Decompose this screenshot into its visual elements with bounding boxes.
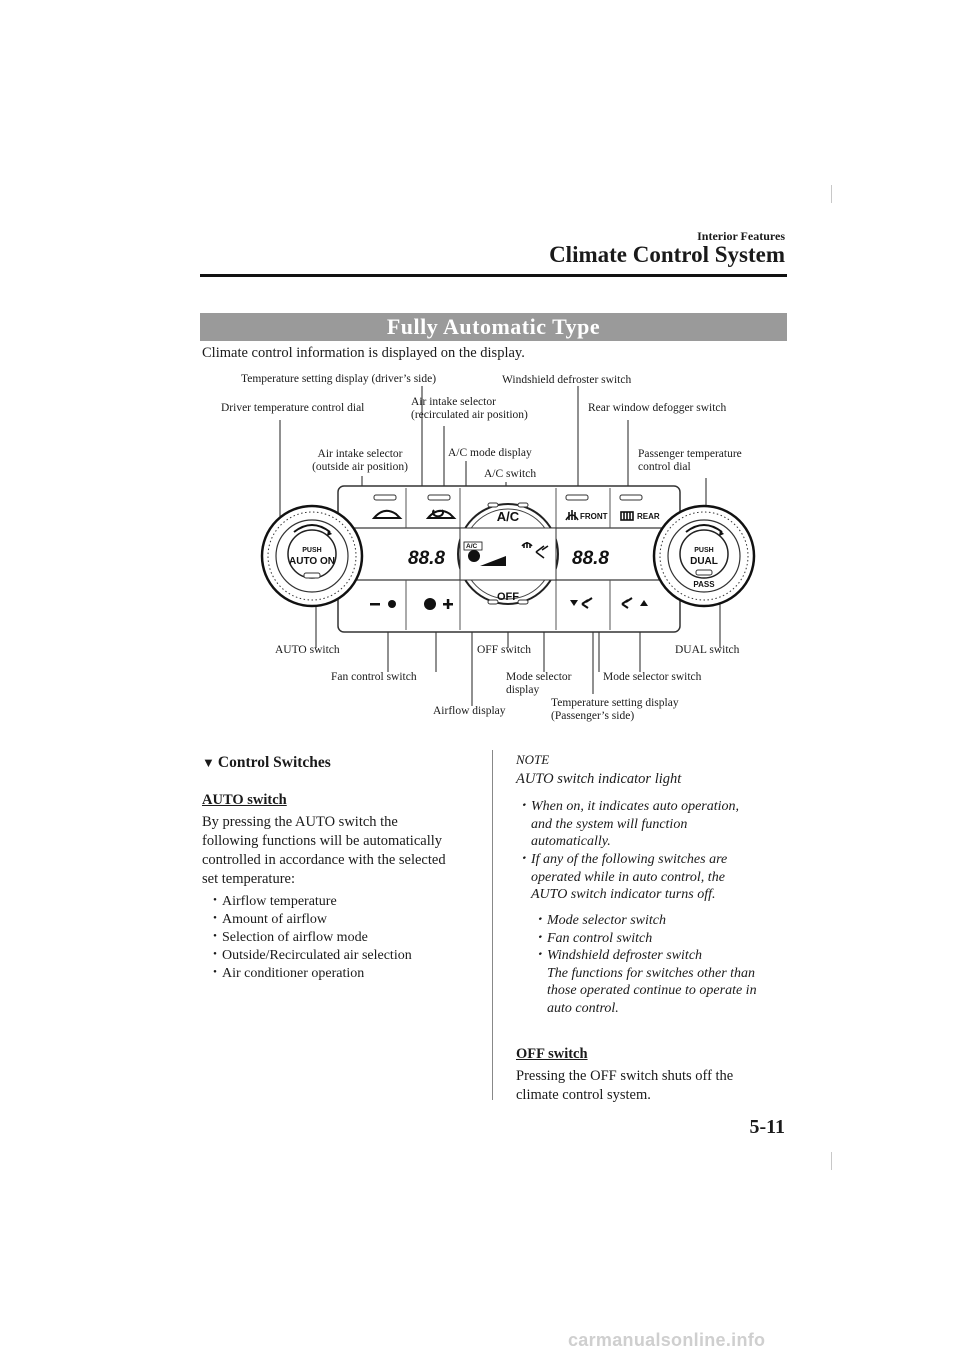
page-title: Climate Control System (549, 242, 785, 267)
label-off-switch: OFF switch (477, 644, 531, 656)
section-marker-icon: ▼ (202, 755, 215, 770)
list-item: ・Selection of airflow mode (208, 930, 368, 945)
note-sub-list: ・ Mode selector switch ・ Fan control switch ・ Windshield defroster switch The functions for switches other than those operated continue to operate in auto control. (532, 913, 757, 1016)
label-airflow-display: Airflow display (433, 705, 506, 717)
label-temp-display-passenger: Temperature setting display (Passenger’s side) (551, 697, 679, 722)
auto-functions-list (208, 893, 412, 983)
climate-panel (262, 486, 754, 632)
push-label-left: PUSH (302, 547, 322, 554)
list-item: ・Air conditioner operation (208, 966, 365, 981)
auto-switch-description: By pressing the AUTO switch the following functions will be automatically controlled in accordance with the selected set temperature: (202, 814, 446, 887)
list-item: ・Amount of airflow (208, 912, 327, 927)
intro-text: Climate control information is displayed on the display. (202, 345, 525, 361)
crop-mark (831, 1152, 832, 1170)
label-mode-selector-switch: Mode selector switch (603, 671, 702, 683)
label-passenger-dial: Passenger temperature control dial (638, 448, 742, 473)
ac-label: A/C (496, 509, 520, 524)
list-item: ・ Mode selector switch (532, 913, 666, 928)
label-auto-switch: AUTO switch (275, 644, 340, 656)
label-air-intake-recirc: Air intake selector (recirculated air position) (411, 396, 528, 421)
rear-label: REAR (637, 512, 660, 521)
passenger-temp-readout: 88.8 (572, 548, 609, 569)
section-banner: Fully Automatic Type (200, 313, 787, 341)
driver-temp-readout: 88.8 (408, 548, 445, 569)
pass-label: PASS (693, 580, 715, 589)
label-ac-mode-display: A/C mode display (448, 447, 532, 459)
off-switch-description: Pressing the OFF switch shuts off the climate control system. (516, 1068, 734, 1103)
ac-indicator: A/C (466, 543, 478, 550)
label-rear-defogger: Rear window defogger switch (588, 402, 727, 414)
auto-switch-heading: AUTO switch (202, 792, 287, 808)
label-windshield-defroster: Windshield defroster switch (502, 374, 632, 386)
label-mode-selector-display: Mode selector display (506, 671, 572, 696)
note-label: NOTE (516, 752, 550, 767)
note-bullet-2: ・ If any of the following switches are operated while in auto control, the AUTO switch indicator turns off. (516, 852, 728, 902)
label-air-intake-outside: Air intake selector (outside air position) (312, 448, 408, 473)
note-bullet-1: ・ When on, it indicates auto operation, and the system will function automatically. (516, 799, 740, 849)
label-temp-display-driver: Temperature setting display (driver’s side) (241, 373, 437, 385)
label-fan-control: Fan control switch (331, 671, 417, 683)
list-item: ・ Fan control switch (532, 930, 653, 946)
push-label-right: PUSH (694, 547, 714, 554)
note-title: AUTO switch indicator light (516, 771, 682, 787)
label-ac-switch: A/C switch (484, 468, 537, 480)
dual-label: DUAL (690, 556, 718, 567)
site-watermark: carmanualsonline.info (568, 1330, 766, 1350)
section-header: Interior Features (697, 229, 785, 243)
label-dual-switch: DUAL switch (675, 644, 740, 656)
column-divider (492, 750, 493, 1100)
control-switches-heading: ▼ Control Switches (202, 754, 331, 771)
auto-on-label: AUTO ON (289, 556, 335, 567)
front-label: FRONT (580, 512, 608, 521)
list-item: ・Outside/Recirculated air selection (208, 948, 412, 963)
list-item: ・ Windshield defroster switch (532, 948, 703, 963)
list-item: ・Airflow temperature (208, 894, 337, 909)
off-label: OFF (497, 591, 519, 603)
label-driver-dial: Driver temperature control dial (221, 402, 365, 414)
off-switch-heading: OFF switch (516, 1046, 588, 1062)
page-number: 5-11 (749, 1116, 785, 1138)
